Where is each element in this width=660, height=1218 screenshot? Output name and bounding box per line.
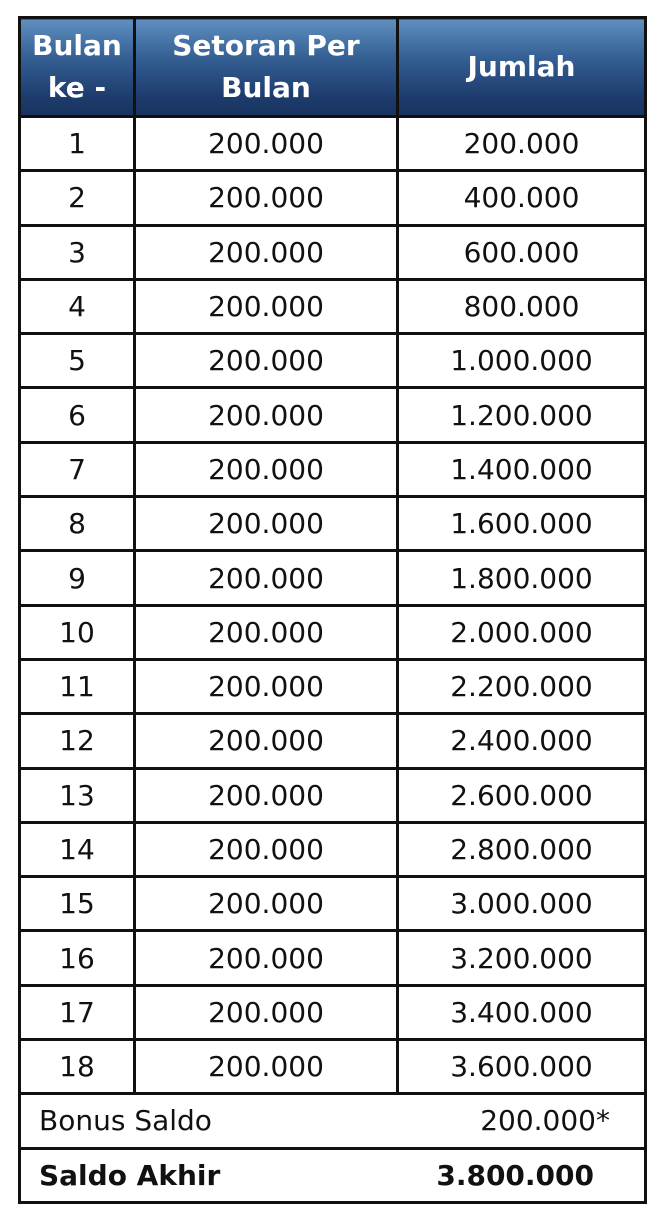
table-header <box>20 18 646 117</box>
cell-monthly-deposit: 200.000 <box>135 985 398 1039</box>
cell-total: 400.000 <box>398 171 646 225</box>
cell-month: 8 <box>20 497 135 551</box>
cell-total: 200.000 <box>398 117 646 171</box>
table-row <box>20 551 646 605</box>
table-row <box>20 985 646 1039</box>
table-row <box>20 334 646 388</box>
cell-monthly-deposit: 200.000 <box>135 877 398 931</box>
final-balance-label: Saldo Akhir <box>20 1148 398 1202</box>
cell-total: 3.000.000 <box>398 877 646 931</box>
cell-month: 13 <box>20 768 135 822</box>
table-row <box>20 279 646 333</box>
cell-month: 10 <box>20 605 135 659</box>
cell-total: 2.400.000 <box>398 714 646 768</box>
cell-monthly-deposit: 200.000 <box>135 551 398 605</box>
cell-monthly-deposit: 200.000 <box>135 497 398 551</box>
cell-month: 7 <box>20 442 135 496</box>
cell-month: 2 <box>20 171 135 225</box>
cell-total: 2.200.000 <box>398 659 646 713</box>
cell-monthly-deposit: 200.000 <box>135 171 398 225</box>
cell-monthly-deposit: 200.000 <box>135 605 398 659</box>
cell-total: 3.200.000 <box>398 931 646 985</box>
cell-monthly-deposit: 200.000 <box>135 822 398 876</box>
table-row <box>20 171 646 225</box>
cell-month: 9 <box>20 551 135 605</box>
cell-monthly-deposit: 200.000 <box>135 117 398 171</box>
header-row <box>20 18 646 117</box>
table-row <box>20 605 646 659</box>
cell-month: 18 <box>20 1040 135 1094</box>
cell-total: 800.000 <box>398 279 646 333</box>
cell-total: 600.000 <box>398 225 646 279</box>
cell-monthly-deposit: 200.000 <box>135 334 398 388</box>
cell-total: 3.400.000 <box>398 985 646 1039</box>
cell-total: 1.400.000 <box>398 442 646 496</box>
table-row <box>20 497 646 551</box>
cell-monthly-deposit: 200.000 <box>135 225 398 279</box>
table-row <box>20 117 646 171</box>
final-balance-value: 3.800.000 <box>398 1148 646 1202</box>
cell-month: 14 <box>20 822 135 876</box>
cell-month: 17 <box>20 985 135 1039</box>
cell-month: 4 <box>20 279 135 333</box>
cell-monthly-deposit: 200.000 <box>135 768 398 822</box>
cell-total: 1.200.000 <box>398 388 646 442</box>
cell-total: 1.600.000 <box>398 497 646 551</box>
cell-total: 1.800.000 <box>398 551 646 605</box>
table-body <box>20 117 646 1203</box>
table-row <box>20 877 646 931</box>
table-row <box>20 768 646 822</box>
cell-month: 11 <box>20 659 135 713</box>
bonus-label: Bonus Saldo <box>20 1094 398 1148</box>
cell-monthly-deposit: 200.000 <box>135 931 398 985</box>
cell-month: 16 <box>20 931 135 985</box>
table-row <box>20 225 646 279</box>
cell-monthly-deposit: 200.000 <box>135 388 398 442</box>
cell-total: 2.800.000 <box>398 822 646 876</box>
cell-month: 6 <box>20 388 135 442</box>
table-row <box>20 659 646 713</box>
cell-total: 3.600.000 <box>398 1040 646 1094</box>
final-balance-row <box>20 1148 646 1202</box>
cell-month: 5 <box>20 334 135 388</box>
table-row <box>20 1040 646 1094</box>
table-row <box>20 822 646 876</box>
header-total: Jumlah <box>398 18 646 117</box>
table-row <box>20 931 646 985</box>
table-row <box>20 388 646 442</box>
cell-month: 15 <box>20 877 135 931</box>
cell-monthly-deposit: 200.000 <box>135 279 398 333</box>
table-row <box>20 714 646 768</box>
cell-monthly-deposit: 200.000 <box>135 659 398 713</box>
cell-monthly-deposit: 200.000 <box>135 714 398 768</box>
cell-monthly-deposit: 200.000 <box>135 442 398 496</box>
cell-total: 2.000.000 <box>398 605 646 659</box>
cell-month: 3 <box>20 225 135 279</box>
savings-table <box>18 16 647 1204</box>
table-row <box>20 442 646 496</box>
bonus-value: 200.000* <box>398 1094 646 1148</box>
cell-monthly-deposit: 200.000 <box>135 1040 398 1094</box>
header-month: Bulan ke - <box>20 18 135 117</box>
cell-month: 1 <box>20 117 135 171</box>
cell-total: 1.000.000 <box>398 334 646 388</box>
cell-total: 2.600.000 <box>398 768 646 822</box>
header-monthly-deposit: Setoran Per Bulan <box>135 18 398 117</box>
cell-month: 12 <box>20 714 135 768</box>
bonus-row <box>20 1094 646 1148</box>
